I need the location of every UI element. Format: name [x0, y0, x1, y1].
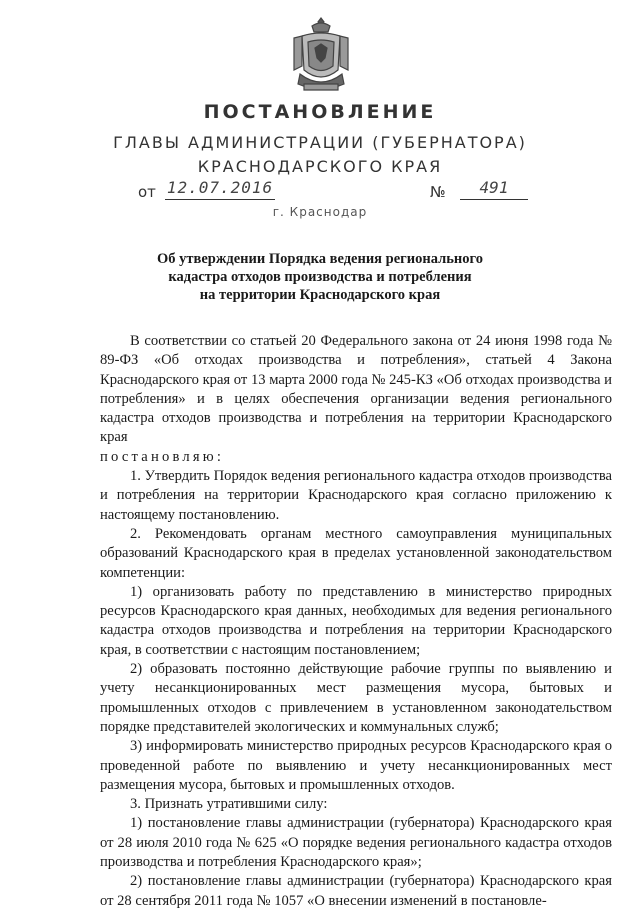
- city-name: г. Краснодар: [272, 205, 368, 219]
- document-number: 491: [460, 177, 528, 200]
- date-label: от: [138, 183, 156, 201]
- clause-2-item-2: 2) образовать постоянно действующие рабочие группы по выявлению и учету несанкционированных мест размещения мусора, бытовых и промышленных отходов с привлечением в установленном законодательством порядке представителей экологических и коммунальных служб;: [100, 661, 612, 735]
- preamble-paragraph: В соответствии со статьей 20 Федерального закона от 24 июня 1998 года № 89-ФЗ «Об отходах производства и потребления», статьей 4 Закона Краснодарского края от 13 марта 2000 года № 245-КЗ «Об отходах производства и потребления» и в целях обеспечения организации ведения регионального кадастра отходов производства и потребления на территории Краснодарского края: [100, 333, 612, 446]
- clause-2-item-1: 1) организовать работу по представлению в министерство природных ресурсов Краснодарского края данных, необходимых для ведения регионального кадастра отходов производства и потребления на территории Краснодарского края, в соответствии с настоящим постановлением;: [100, 583, 612, 658]
- document-body: [100, 332, 612, 911]
- document-title: [120, 250, 520, 304]
- clause-2-item-3: 3) информировать министерство природных ресурсов Краснодарского края о проведенной работе по выявлению и учету несанкционированных мест размещения мусора, бытовых и промышленных отходов.: [100, 738, 612, 793]
- region-heading: КРАСНОДАРСКОГО КРАЯ: [197, 157, 443, 176]
- issuer-heading: ГЛАВЫ АДМИНИСТРАЦИИ (ГУБЕРНАТОРА): [113, 133, 527, 152]
- clause-3-item-1: 1) постановление главы администрации (губернатора) Краснодарского края от 28 июля 2010 года № 625 «О порядке ведения регионального кадастра отходов производства и потребления Краснодарского края»;: [100, 815, 612, 871]
- clause-3-item-2: 2) постановление главы администрации (губернатора) Краснодарского края от 28 сентября 2011 года № 1057 «О внесении изменений в постановле-: [100, 873, 612, 909]
- clause-3: 3. Признать утратившими силу:: [130, 796, 328, 813]
- clause-1: 1. Утвердить Порядок ведения регионального кадастра отходов производства и потребления на территории Краснодарского края согласно приложению к настоящему постановлению.: [100, 468, 612, 523]
- number-label: №: [430, 183, 446, 201]
- coat-of-arms-emblem: [290, 12, 352, 94]
- title-line-1: Об утверждении Порядка ведения регионального: [157, 251, 483, 267]
- decree-word: постановляю:: [100, 448, 225, 465]
- title-line-3: на территории Краснодарского края: [199, 287, 441, 303]
- document-type-heading: ПОСТАНОВЛЕНИЕ: [203, 101, 437, 123]
- clause-2: 2. Рекомендовать органам местного самоуправления муниципальных образований Краснодарского края в пределах установленной законодательством компетенции:: [100, 525, 612, 581]
- title-line-2: кадастра отходов производства и потребления: [168, 269, 472, 285]
- document-date: 12.07.2016: [165, 177, 275, 200]
